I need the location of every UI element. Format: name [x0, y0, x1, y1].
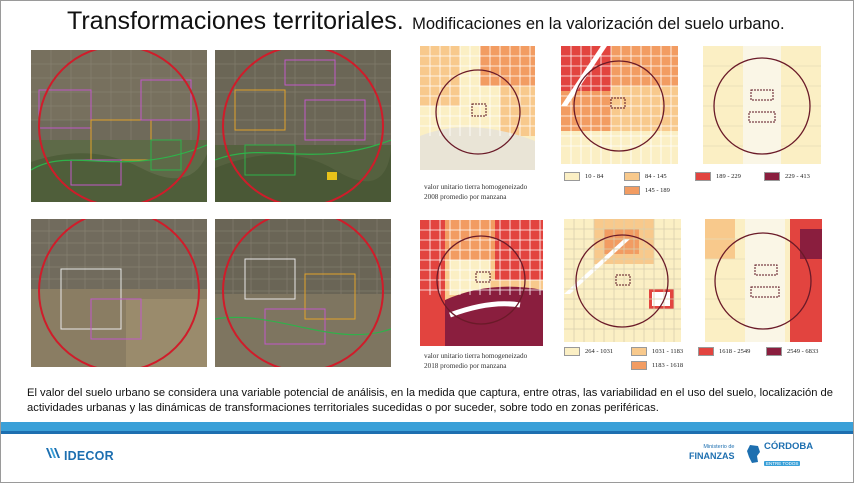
legend-2018-caption-line2: 2018 promedio por manzana [424, 362, 507, 370]
province-map-icon [747, 445, 761, 468]
description-text: El valor del suelo urbano se considera una variable potencial de análisis, en la medida que captura, entre otras, las variabilidad en el uso del suelo, localización de actividades urbanas y las dinámicas de transformaciones territoriales sucedidas o por suceder, sobre todo en zonas periféricas. [27, 387, 833, 414]
legend-label: 84 - 145 [645, 173, 667, 180]
satellite-image-1 [31, 50, 207, 202]
footer [1, 422, 853, 482]
legend-label: 1618 - 2549 [719, 348, 751, 355]
valuation-map-2018-1 [420, 220, 543, 346]
legend-2018-item [698, 347, 750, 356]
idecor-logo [45, 446, 114, 465]
legend-2008-item [624, 186, 670, 195]
legend-swatch [624, 172, 640, 181]
valuation-map-2018-3 [705, 219, 822, 342]
legend-swatch [624, 186, 640, 195]
legend-label: 189 - 229 [716, 173, 741, 180]
legend-label: 229 - 413 [785, 173, 810, 180]
satellite-image-4 [215, 219, 391, 367]
legend-label: 2549 - 6833 [787, 348, 819, 355]
legend-2008-item [624, 172, 667, 181]
province-tag: ENTRE TODOS [766, 461, 799, 466]
legend-2018-item [564, 347, 613, 356]
satellite-image-3 [31, 219, 207, 367]
legend-2018-caption [424, 351, 527, 371]
footer-stripe [1, 422, 853, 431]
slide-title [67, 7, 785, 36]
legend-swatch [764, 172, 780, 181]
legend-2008-caption [424, 182, 527, 202]
title-main: Transformaciones territoriales. [67, 7, 404, 35]
valuation-map-2008-3 [703, 46, 821, 164]
legend-2018-item [631, 347, 683, 356]
ministry-line2: FINANZAS [689, 451, 735, 461]
satellite-image-2 [215, 50, 391, 202]
legend-swatch [564, 172, 580, 181]
legend-swatch [698, 347, 714, 356]
legend-2018-item [631, 361, 683, 370]
legend-2008-caption-line2: 2008 promedio por manzana [424, 193, 507, 201]
valuation-map-2018-2 [564, 219, 681, 342]
legend-label: 1183 - 1618 [652, 362, 684, 369]
legend-2018-item [766, 347, 818, 356]
ministry-line1: Ministerio de [703, 444, 735, 450]
legend-label: 10 - 84 [585, 173, 604, 180]
legend-label: 264 - 1031 [585, 348, 614, 355]
legend-2018-caption-line1: valor unitario tierra homogeneizado [424, 352, 528, 360]
legend-swatch [695, 172, 711, 181]
valuation-map-2008-1 [420, 46, 535, 170]
title-subtitle: Modificaciones en la valorización del suelo urbano. [412, 15, 785, 33]
legend-swatch [564, 347, 580, 356]
legend-2008-item [764, 172, 810, 181]
footer-stripe-dark [1, 431, 853, 434]
ministry-logo [689, 444, 735, 461]
legend-swatch [631, 361, 647, 370]
legend-label: 1031 - 1183 [652, 348, 684, 355]
legend-swatch [631, 347, 647, 356]
idecor-label: IDECOR [64, 448, 114, 463]
valuation-map-2008-2 [561, 46, 678, 164]
legend-2008-item [695, 172, 741, 181]
cordoba-logo [747, 442, 813, 470]
idecor-icon [45, 446, 61, 465]
legend-swatch [766, 347, 782, 356]
province-label: CÓRDOBA [764, 441, 814, 452]
legend-2008-caption-line1: valor unitario tierra homogeneizado [424, 183, 528, 191]
legend-label: 145 - 189 [645, 187, 670, 194]
legend-2008-item [564, 172, 603, 181]
